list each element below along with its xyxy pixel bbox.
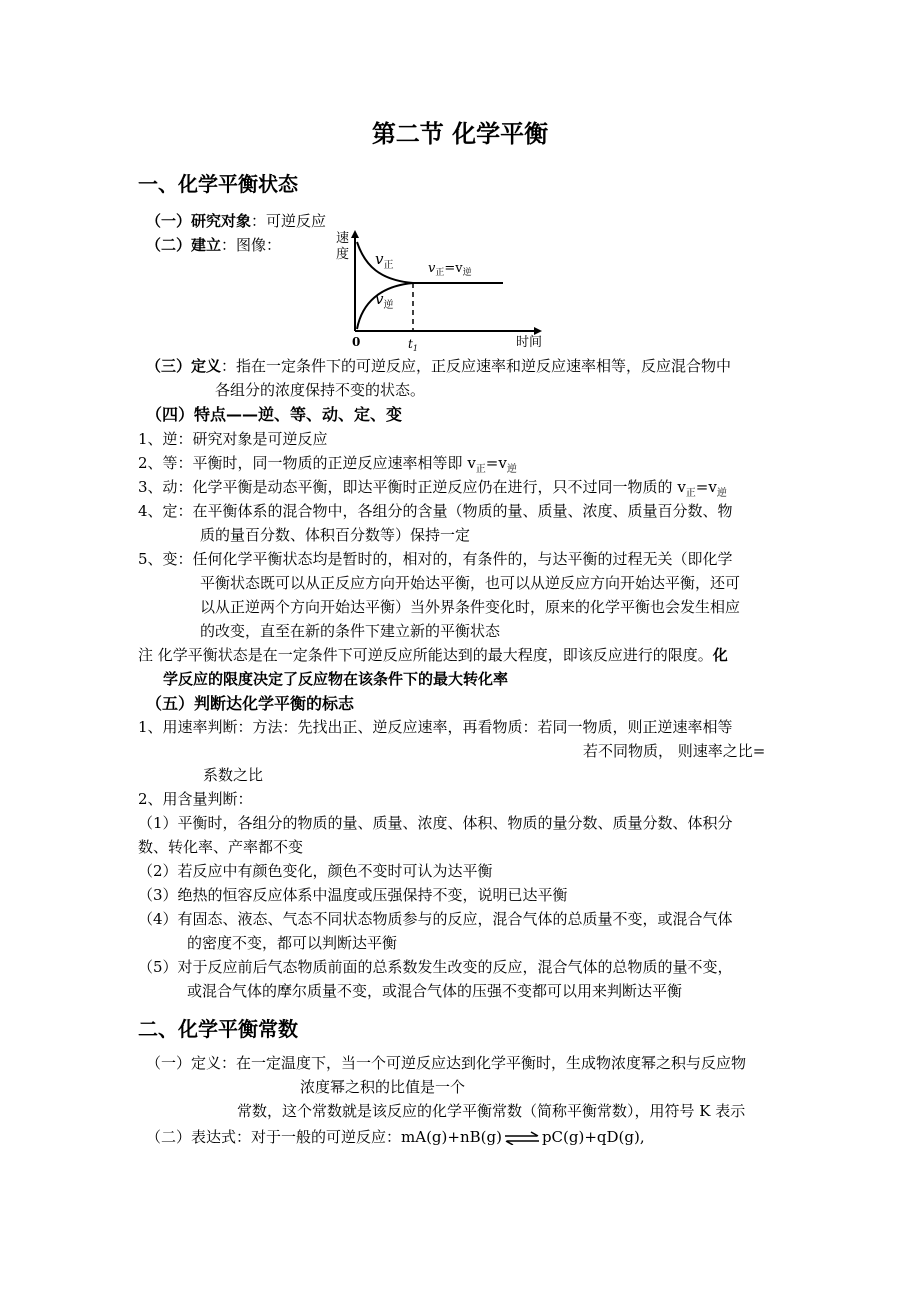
feature-item-5-line1: 5、变：任何化学平衡状态均是暂时的，相对的，有条件的，与达平衡的过程无关（即化学 (138, 550, 733, 568)
feature-item-1: 1、逆：研究对象是可逆反应 (138, 430, 328, 448)
constant-def-line3: 常数，这个常数就是该反应的化学平衡常数（简称平衡常数），用符号 K 表示 (237, 1102, 746, 1120)
definition-text: ：指在一定条件下的可逆反应，正反应速率和逆反应速率相等，反应混合物中 (221, 357, 732, 375)
t1-label: $t_1$ (408, 337, 418, 352)
expression-right: pC(g)+qD(g), (541, 1128, 645, 1146)
research-object-label: （一）研究对象 (146, 212, 252, 230)
judge-c5-line2: 或混合气体的摩尔质量不变，或混合气体的压强不变都可以用来判断达平衡 (187, 982, 683, 1000)
judge-c3: （3）绝热的恒容反应体系中温度或压强保持不变，说明已达平衡 (138, 886, 568, 904)
expression-label: （二）表达式：对于一般的可逆反应： (146, 1128, 402, 1146)
equilibrium-arrow-icon (503, 1131, 541, 1145)
feature-item-4-line1: 4、定：在平衡体系的混合物中，各组分的含量（物质的量、质量、浓度、质量百分数、物 (138, 502, 733, 520)
page-title: 第二节 化学平衡 (371, 120, 549, 148)
y-label-char2: 度 (336, 247, 350, 262)
features-heading: （四）特点——逆、等、动、定、变 (146, 405, 403, 424)
feature-item-2: 2、等：平衡时，同一物质的正逆反应速率相等即 $v_正=v_逆$ (138, 454, 517, 475)
establish-label: （二）建立 (146, 236, 222, 254)
judge-c2: （2）若反应中有颜色变化，颜色不变时可认为达平衡 (138, 862, 493, 880)
section1-heading: 一、化学平衡状态 (138, 172, 298, 196)
origin-label: 0 (352, 335, 361, 349)
judge-heading: （五）判断达化学平衡的标志 (146, 694, 355, 713)
x-axis-label: 时间 (516, 335, 543, 350)
v-forward-label: $v_正$ (375, 250, 394, 271)
judge-rate-line1: 1、用速率判断：方法：先找出正、逆反应速率，再看物质：若同一物质，则正逆速率相等 (138, 718, 733, 736)
judge-c5-line1: （5）对于反应前后气态物质前面的总系数发生改变的反应，混合气体的总物质的量不变， (138, 958, 733, 976)
feature-item-4-line2: 质的量百分数、体积百分数等）保持一定 (200, 526, 471, 544)
constant-def-line2: 浓度幂之积的比值是一个 (300, 1078, 466, 1096)
definition-line1 (146, 357, 731, 375)
judge-content-heading: 2、用含量判断： (138, 790, 253, 808)
judge-c4-line1: （4）有固态、液态、气态不同状态物质参与的反应，混合气体的总质量不变，或混合气体 (138, 910, 733, 928)
note-line2: 学反应的限度决定了反应物在该条件下的最大转化率 (163, 670, 509, 688)
research-object-line (146, 212, 326, 230)
definition-line2: 各组分的浓度保持不变的状态。 (215, 381, 426, 399)
establish-value: ：图像： (221, 236, 282, 254)
expression-line (146, 1128, 645, 1146)
establish-line (146, 236, 281, 254)
y-axis-arrow (351, 230, 359, 238)
constant-def-line1: （一）定义：在一定温度下，当一个可逆反应达到化学平衡时，生成物浓度幂之积与反应物 (146, 1054, 747, 1072)
v-equal-label: $v_正=v_逆$ (428, 261, 472, 278)
v-reverse-label: $v_逆$ (375, 290, 394, 311)
judge-c1-line1: （1）平衡时，各组分的物质的量、质量、浓度、体积、物质的量分数、质量分数、体积分 (138, 814, 733, 832)
judge-rate-line3: 系数之比 (203, 766, 264, 784)
feature-item-5-line4: 的改变，直至在新的条件下建立新的平衡状态 (200, 622, 501, 640)
rate-time-graph (320, 228, 550, 352)
feature-item-5-line3: 以从正逆两个方向开始达平衡）当外界条件变化时，原来的化学平衡也会发生相应 (200, 598, 741, 616)
feature-item-5-line2: 平衡状态既可以从正反应方向开始达平衡，也可以从逆反应方向开始达平衡，还可 (200, 574, 741, 592)
section2-heading: 二、化学平衡常数 (138, 1017, 298, 1041)
x-axis-arrow (534, 327, 542, 335)
judge-c4-line2: 的密度不变，都可以判断达平衡 (187, 934, 398, 952)
definition-label: （三）定义 (146, 357, 222, 375)
y-label-char1: 速 (336, 231, 350, 246)
research-object-value: ：可逆反应 (251, 212, 327, 230)
judge-c1-line2: 数、转化率、产率都不变 (138, 838, 304, 856)
judge-rate-line2: 若不同物质， 则速率之比= (583, 742, 766, 760)
note-line1: 注 化学平衡状态是在一定条件下可逆反应所能达到的最大程度，即该反应进行的限度。化 (138, 646, 728, 664)
expression-left: mA(g)+nB(g) (401, 1128, 502, 1146)
feature-item-3: 3、动：化学平衡是动态平衡，即达平衡时正逆反应仍在进行，只不过同一物质的 $v_正=v_逆$ (138, 478, 727, 499)
